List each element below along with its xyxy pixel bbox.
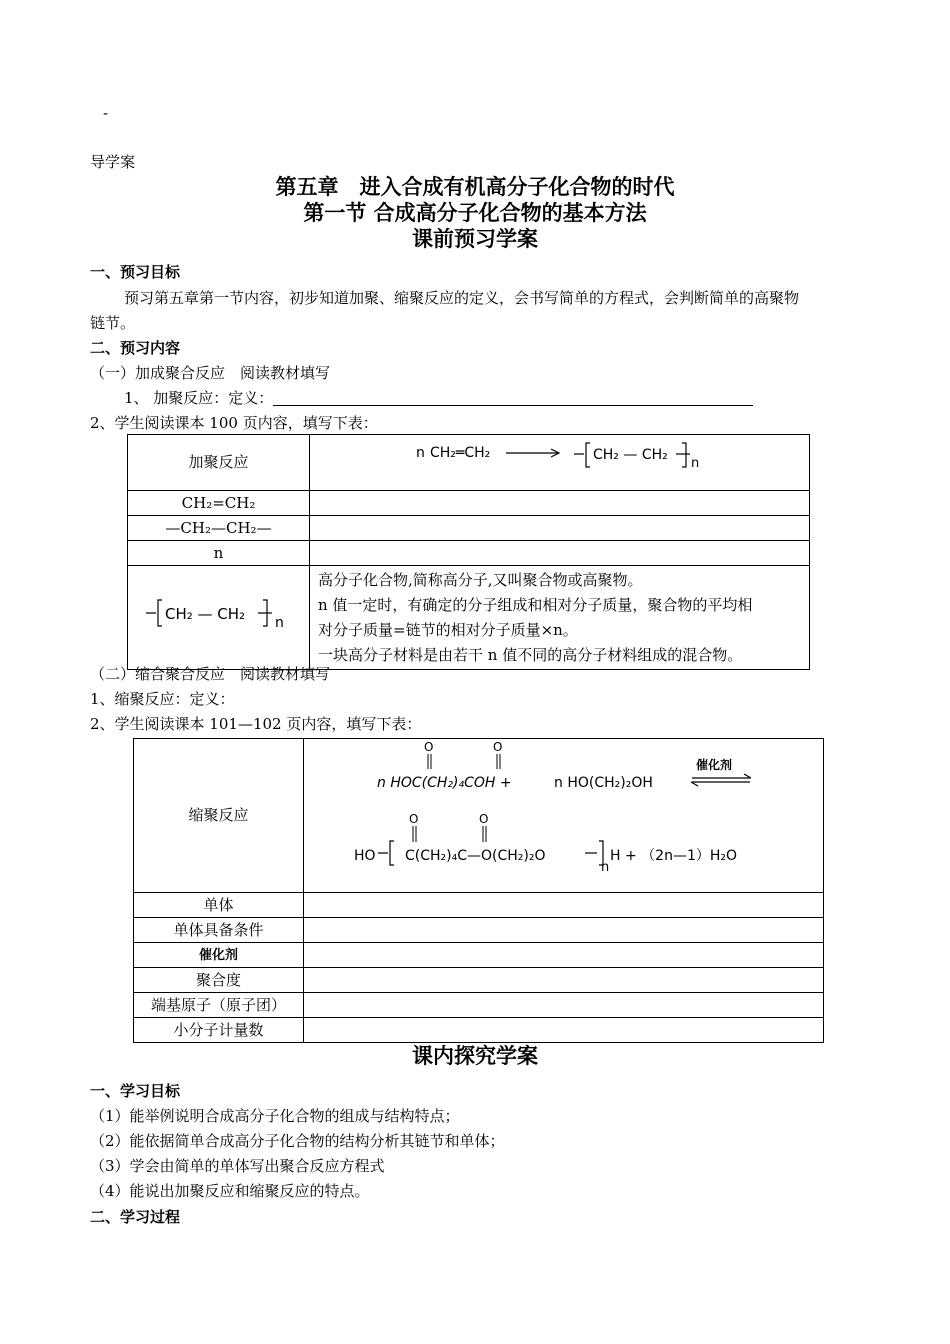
inclass-goal-4: （4）能说出加聚反应和缩聚反应的特点。 — [90, 1182, 370, 1200]
addition-polymerization-table — [127, 434, 810, 670]
section-title: 第一节 合成高分子化合物的基本方法 — [303, 201, 647, 225]
eq-product: CH₂ — CH₂ — [593, 447, 668, 463]
table-row — [134, 1018, 824, 1043]
definition-blank[interactable] — [273, 391, 753, 406]
o-mark-2: O — [493, 740, 503, 754]
o-mark-4: O — [479, 812, 489, 826]
preview-goal-text-2: 链节。 — [90, 314, 136, 332]
polymer-sub: n — [275, 615, 284, 631]
eq2-line1-a: n HOC(CH₂)₄COH + — [377, 775, 512, 791]
inclass-goal-heading: 一、学习目标 — [90, 1082, 181, 1100]
table-row — [128, 435, 810, 491]
addition-header-label: 加聚反应 — [128, 435, 310, 491]
part1-item2: 2、学生阅读课本 100 页内容，填写下表： — [90, 414, 378, 432]
preview-content-heading: 二、预习内容 — [90, 339, 181, 357]
table-row — [128, 516, 810, 541]
desc-line-4: 一块高分子材料是由若干 n 值不同的高分子材料组成的混合物。 — [318, 645, 743, 664]
polymer-description — [310, 566, 810, 670]
eq2-line2-tail: H + （2n—1）H₂O — [610, 848, 738, 864]
preview-title: 课前预习学案 — [412, 227, 538, 251]
row-label-small-molecule: 小分子计量数 — [134, 1018, 304, 1043]
eq2-line2-prefix: HO — [354, 848, 376, 864]
table-row — [134, 943, 824, 968]
bracket-left — [586, 443, 590, 467]
row-answer-small-molecule[interactable] — [304, 1018, 824, 1043]
table-row — [134, 968, 824, 993]
part2-title: （二）缩合聚合反应 阅读教材填写 — [90, 665, 331, 683]
row-answer-catalyst[interactable] — [304, 943, 824, 968]
table-row — [128, 566, 810, 670]
addition-equation — [310, 435, 809, 487]
condensation-equation — [304, 739, 823, 889]
row-label-monomer: 单体 — [134, 893, 304, 918]
eq2-line2-mid: C(CH₂)₄C—O(CH₂)₂O — [405, 848, 546, 864]
row-chain-answer[interactable] — [310, 516, 810, 541]
bracket-left — [390, 841, 394, 865]
part1-title: （一）加成聚合反应 阅读教材填写 — [90, 364, 331, 382]
table-row — [134, 739, 824, 893]
table-row — [128, 491, 810, 516]
row-n-answer[interactable] — [310, 541, 810, 566]
row-label-monomer-condition: 单体具备条件 — [134, 918, 304, 943]
inclass-title: 课内探究学案 — [412, 1044, 538, 1068]
row-label-catalyst: 催化剂 — [134, 943, 304, 968]
polymer-unit: CH₂ — CH₂ — [165, 605, 246, 623]
polymer-formula — [128, 566, 309, 666]
desc-line-2: n 值一定时，有确定的分子组成和相对分子质量，聚合物的平均相 — [318, 595, 753, 614]
condensation-polymerization-table — [133, 738, 824, 1043]
inclass-goal-2: （2）能依据简单合成高分子化合物的结构分析其链节和单体； — [90, 1132, 505, 1150]
row-n-label: n — [128, 541, 310, 566]
row-label-end-group: 端基原子（原子团） — [134, 993, 304, 1018]
condensation-header-label: 缩聚反应 — [134, 739, 304, 893]
desc-line-1: 高分子化合物,简称高分子,又叫聚合物或高聚物。 — [318, 570, 643, 589]
part2-item1: 1、缩聚反应：定义： — [90, 690, 235, 708]
header-label: 导学案 — [90, 153, 136, 171]
row-answer-end-group[interactable] — [304, 993, 824, 1018]
inclass-process-heading: 二、学习过程 — [90, 1208, 181, 1226]
desc-line-3: 对分子质量=链节的相对分子质量×n。 — [318, 620, 578, 639]
o-mark-3: O — [409, 812, 419, 826]
header-dash: - — [103, 104, 109, 122]
part1-item1-text: 1、 加聚反应：定义： — [124, 389, 274, 407]
preview-goal-heading: 一、预习目标 — [90, 263, 181, 281]
row-label-degree: 聚合度 — [134, 968, 304, 993]
row-monomer-label: CH₂=CH₂ — [128, 491, 310, 516]
row-answer-degree[interactable] — [304, 968, 824, 993]
table-row — [128, 541, 810, 566]
row-polymer-cell — [128, 566, 310, 670]
chapter-title: 第五章 进入合成有机高分子化合物的时代 — [275, 175, 675, 199]
catalyst-label: 催化剂 — [696, 758, 733, 772]
eq-product-sub: n — [691, 456, 700, 471]
bracket-left — [158, 600, 162, 626]
table-row — [134, 893, 824, 918]
condensation-equation-cell — [304, 739, 824, 893]
eq2-line1-b: n HO(CH₂)₂OH — [554, 775, 653, 791]
table-row — [134, 993, 824, 1018]
row-answer-monomer-condition[interactable] — [304, 918, 824, 943]
row-chain-label: —CH₂—CH₂— — [128, 516, 310, 541]
preview-goal-text-1: 预习第五章第一节内容，初步知道加聚、缩聚反应的定义，会书写简单的方程式，会判断简单的高聚物 — [124, 289, 800, 307]
eq-n: n — [416, 445, 425, 461]
inclass-goal-1: （1）能举例说明合成高分子化合物的组成与结构特点； — [90, 1107, 460, 1125]
o-mark-1: O — [424, 740, 434, 754]
part1-item1 — [124, 391, 753, 406]
row-answer-monomer[interactable] — [304, 893, 824, 918]
row-monomer-answer[interactable] — [310, 491, 810, 516]
addition-equation-cell — [310, 435, 810, 491]
table-row — [134, 918, 824, 943]
eq2-line2-n: n — [601, 860, 610, 875]
part2-item2: 2、学生阅读课本 101—102 页内容，填写下表： — [90, 715, 422, 733]
bracket-right — [682, 443, 686, 467]
eq-reactant: CH₂═CH₂ — [430, 445, 491, 461]
inclass-goal-3: （3）学会由简单的单体写出聚合反应方程式 — [90, 1157, 385, 1175]
